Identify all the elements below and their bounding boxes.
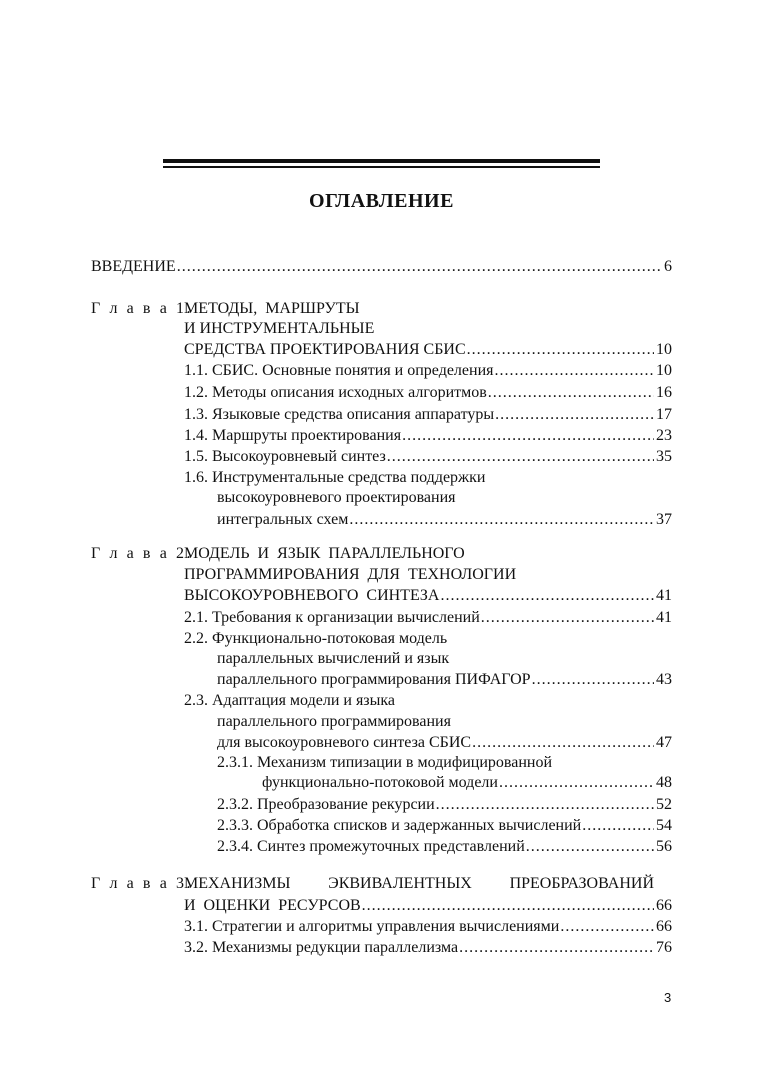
toc-entry-text: для высокоуровневого синтеза СБИС xyxy=(217,734,472,751)
toc-entry-page: 47 xyxy=(656,734,672,751)
toc-entry-page: 66 xyxy=(656,918,672,935)
toc-entry-page: 66 xyxy=(656,897,672,914)
toc-entry-page: 43 xyxy=(656,671,672,688)
toc-entry-page: 6 xyxy=(664,258,672,275)
toc-entry-page: 37 xyxy=(656,511,672,528)
toc-entry-2-2-line1: 2.2. Функционально-потоковая модель xyxy=(184,630,448,647)
chapter-3-label: Г л а в а 3. xyxy=(91,875,194,892)
toc-entry-intro[interactable] xyxy=(91,256,672,278)
toc-entry-page: 41 xyxy=(656,609,672,626)
toc-entry-1-3[interactable] xyxy=(184,404,672,426)
toc-entry-text: ВЫСОКОУРОВНЕВОГО СИНТЕЗА xyxy=(184,587,440,604)
leader-dots xyxy=(467,339,654,361)
toc-entry-1-1[interactable] xyxy=(184,360,672,382)
toc-entry-2-3-line2: параллельного программирования xyxy=(217,713,451,730)
leader-dots xyxy=(459,937,654,959)
toc-entry-2-2[interactable] xyxy=(217,669,672,691)
toc-entry-page: 23 xyxy=(656,427,672,444)
toc-entry-2-3-3[interactable] xyxy=(217,815,672,837)
leader-dots xyxy=(582,815,654,837)
toc-entry-text: 1.5. Высокоуровневый синтез xyxy=(184,448,386,465)
toc-entry-1-4[interactable] xyxy=(184,425,672,447)
leader-dots xyxy=(488,382,654,404)
toc-entry-text: 2.1. Требования к организации вычислений xyxy=(184,609,480,626)
toc-entry-2-3-line1: 2.3. Адаптация модели и языка xyxy=(184,692,395,709)
leader-dots xyxy=(481,607,654,629)
toc-entry-text: 1.4. Маршруты проектирования xyxy=(184,427,402,444)
toc-entry-page: 17 xyxy=(656,406,672,423)
toc-entry-text: 2.3.4. Синтез промежуточных представлений xyxy=(217,838,525,855)
toc-entry-3-1[interactable] xyxy=(184,916,672,938)
toc-entry-text: 1.2. Методы описания исходных алгоритмов xyxy=(184,384,487,401)
toc-entry-text: параллельного программирования ПИФАГОР xyxy=(217,671,531,688)
leader-dots xyxy=(436,794,654,816)
toc-entry-chapter-3[interactable] xyxy=(184,895,672,917)
toc-entry-text: ВВЕДЕНИЕ xyxy=(91,258,176,275)
leader-dots xyxy=(349,509,654,531)
leader-dots xyxy=(387,446,654,468)
toc-entry-text: 3.1. Стратегии и алгоритмы управления вычислениями xyxy=(184,918,560,935)
toc-entry-2-3-1-line1: 2.3.1. Механизм типизации в модифицированной xyxy=(217,754,553,771)
toc-entry-page: 54 xyxy=(656,817,672,834)
leader-dots xyxy=(499,772,654,794)
toc-entry-1-6[interactable] xyxy=(217,509,672,531)
leader-dots xyxy=(495,404,654,426)
toc-entry-page: 16 xyxy=(656,384,672,401)
toc-entry-page: 56 xyxy=(656,838,672,855)
toc-entry-text: И ОЦЕНКИ РЕСУРСОВ xyxy=(184,897,361,914)
toc-entry-2-3-2[interactable] xyxy=(217,794,672,816)
top-rule-thick xyxy=(163,159,600,163)
page-number: 3 xyxy=(664,990,672,1005)
top-rule-thin xyxy=(163,166,600,168)
toc-entry-page: 10 xyxy=(656,362,672,379)
chapter-1-title-line1: МЕТОДЫ, МАРШРУТЫ xyxy=(184,300,360,317)
toc-entry-text: 1.3. Языковые средства описания аппаратуры xyxy=(184,406,495,423)
toc-entry-page: 52 xyxy=(656,796,672,813)
leader-dots xyxy=(362,895,654,917)
toc-entry-text: СРЕДСТВА ПРОЕКТИРОВАНИЯ СБИС xyxy=(184,341,466,358)
toc-entry-text: 1.1. СБИС. Основные понятия и определения xyxy=(184,362,494,379)
leader-dots xyxy=(402,425,654,447)
toc-entry-text: 2.3.3. Обработка списков и задержанных вычислений xyxy=(217,817,582,834)
toc-entry-1-6-line1: 1.6. Инструментальные средства поддержки xyxy=(184,469,486,486)
toc-entry-1-2[interactable] xyxy=(184,382,672,404)
toc-entry-2-2-line2: параллельных вычислений и язык xyxy=(217,650,450,667)
toc-entry-text: 2.3.2. Преобразование рекурсии xyxy=(217,796,435,813)
leader-dots xyxy=(472,732,654,754)
chapter-1-title-line2: И ИНСТРУМЕНТАЛЬНЫЕ xyxy=(184,320,375,337)
chapter-2-title-line1: МОДЕЛЬ И ЯЗЫК ПАРАЛЛЕЛЬНОГО xyxy=(184,545,465,562)
leader-dots xyxy=(177,256,662,278)
toc-entry-page: 76 xyxy=(656,939,672,956)
toc-entry-page: 10 xyxy=(656,341,672,358)
toc-entry-text: интегральных схем xyxy=(217,511,349,528)
toc-entry-text: 3.2. Механизмы редукции параллелизма xyxy=(184,939,459,956)
chapter-3-title-line1: МЕХАНИЗМЫ ЭКВИВАЛЕНТНЫХ ПРЕОБРАЗОВАНИЙ xyxy=(184,875,654,892)
toc-entry-1-5[interactable] xyxy=(184,446,672,468)
toc-entry-chapter-2[interactable] xyxy=(184,585,672,607)
chapter-2-label: Г л а в а 2. xyxy=(91,545,194,562)
leader-dots xyxy=(526,836,654,858)
toc-entry-2-1[interactable] xyxy=(184,607,672,629)
leader-dots xyxy=(440,585,654,607)
toc-entry-text: функционально-потоковой модели xyxy=(262,774,498,791)
toc-entry-2-3-1[interactable] xyxy=(262,772,672,794)
toc-entry-1-6-line2: высокоуровневого проектирования xyxy=(217,489,456,506)
toc-entry-page: 41 xyxy=(656,587,672,604)
leader-dots xyxy=(532,669,654,691)
toc-entry-3-2[interactable] xyxy=(184,937,672,959)
toc-entry-page: 35 xyxy=(656,448,672,465)
chapter-2-title-line2: ПРОГРАММИРОВАНИЯ ДЛЯ ТЕХНОЛОГИИ xyxy=(184,566,517,583)
page-title: ОГЛАВЛЕНИЕ xyxy=(309,190,454,212)
leader-dots xyxy=(560,916,654,938)
leader-dots xyxy=(495,360,655,382)
toc-entry-2-3[interactable] xyxy=(217,732,672,754)
toc-entry-2-3-4[interactable] xyxy=(217,836,672,858)
toc-entry-page: 48 xyxy=(656,774,672,791)
chapter-1-label: Г л а в а 1. xyxy=(91,300,194,317)
toc-entry-chapter-1[interactable] xyxy=(184,339,672,361)
